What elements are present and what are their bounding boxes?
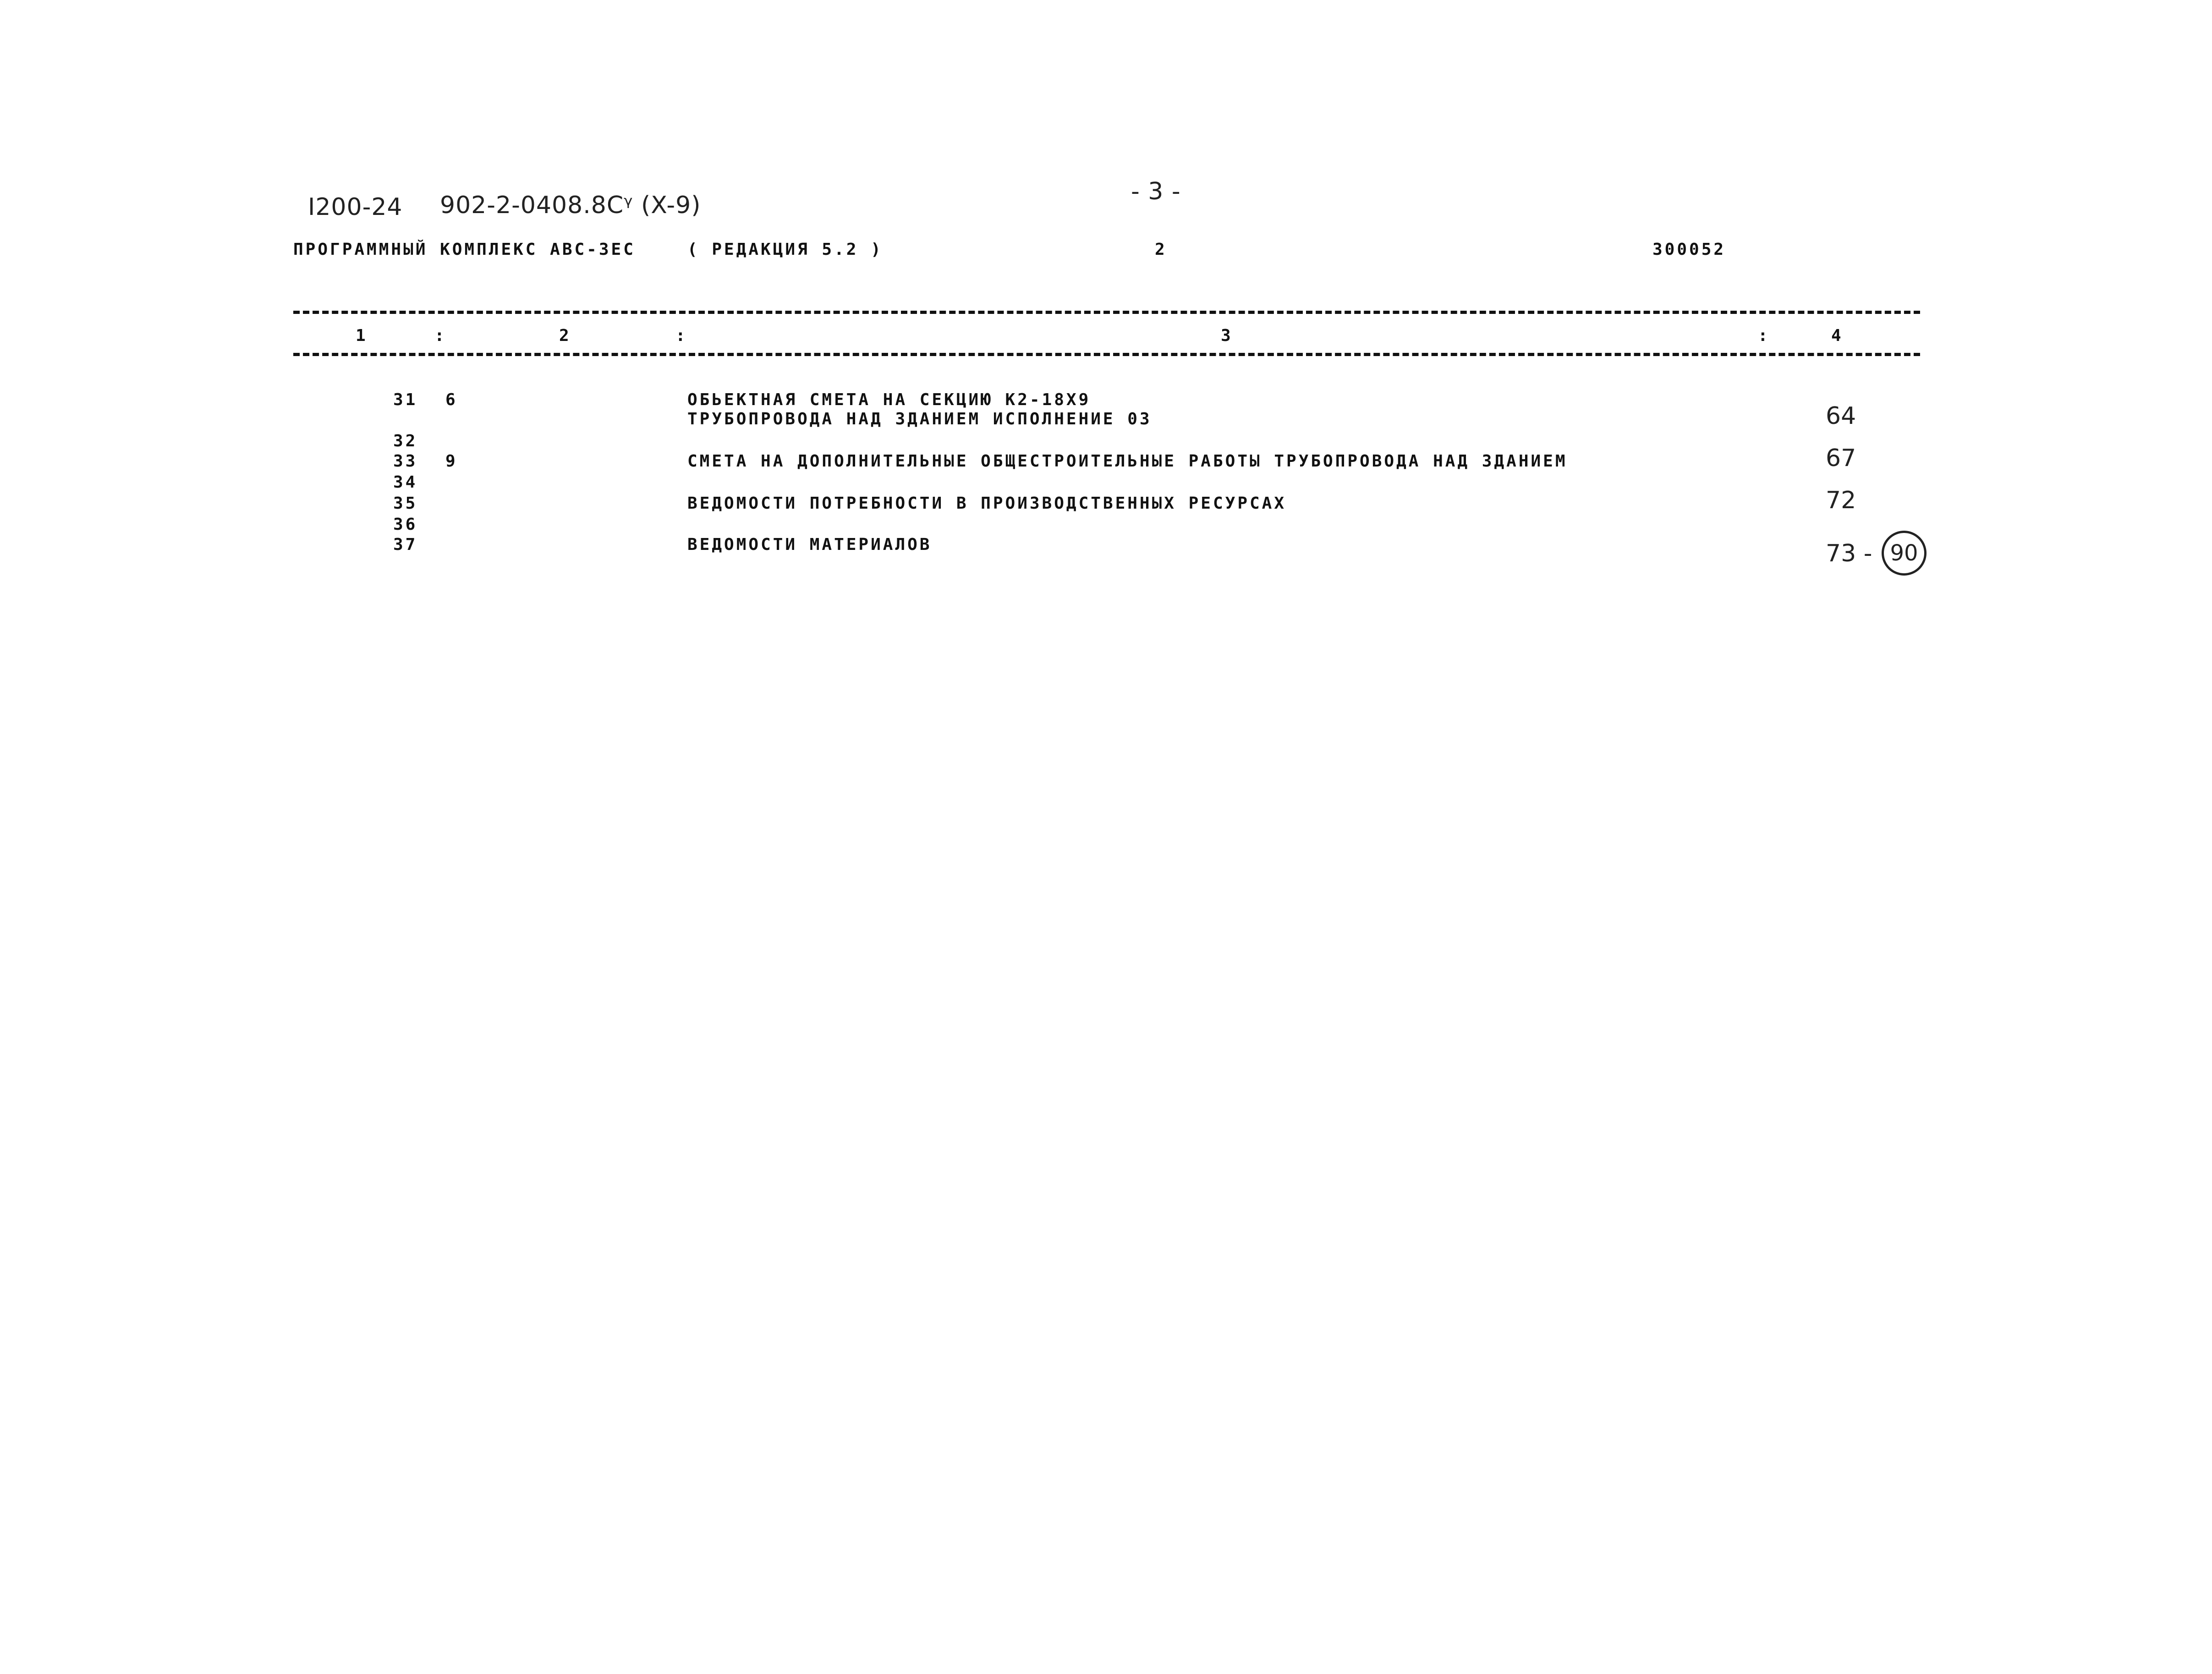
table-row-page: 64 xyxy=(1826,402,1856,430)
table-row-number: 35 xyxy=(393,494,418,513)
sheet-number: 2 xyxy=(1155,240,1167,259)
table-row-number: 33 xyxy=(393,452,418,471)
project-code: 902-2-0408.8Сᵞ (X-9) xyxy=(440,192,701,219)
page-marker: - 3 - xyxy=(1131,178,1181,205)
table-row-section: 6 xyxy=(445,390,458,409)
column-header-1: 1 xyxy=(356,326,368,345)
table-row-section: 9 xyxy=(445,452,458,471)
table-row-page: 72 xyxy=(1826,487,1856,514)
document-code: I200-24 xyxy=(308,193,403,221)
table-row-number: 36 xyxy=(393,515,418,534)
table-row-number: 31 xyxy=(393,390,418,409)
column-separator: : xyxy=(434,326,447,345)
circled-total-value: 90 xyxy=(1890,540,1918,566)
table-row-number: 32 xyxy=(393,432,418,450)
table-row-page: 67 xyxy=(1826,445,1856,472)
column-header-3: 3 xyxy=(1221,326,1233,345)
table-row-title: ТРУБОПРОВОДА НАД ЗДАНИЕМ ИСПОЛНЕНИЕ 03 xyxy=(687,410,1152,428)
column-header-2: 2 xyxy=(559,326,571,345)
table-row-number: 37 xyxy=(393,535,418,554)
table-row-title: ВЕДОМОСТИ МАТЕРИАЛОВ xyxy=(687,535,932,554)
column-header-4: 4 xyxy=(1831,326,1844,345)
column-separator: : xyxy=(675,326,688,345)
circled-total xyxy=(1882,531,1927,576)
table-row-page: 73 - xyxy=(1826,540,1872,567)
edition-label: ( РЕДАКЦИЯ 5.2 ) xyxy=(687,240,883,259)
table-row-title: ОБЬЕКТНАЯ СМЕТА НА СЕКЦИЮ К2-18Х9 xyxy=(687,390,1091,409)
document-number: 300052 xyxy=(1652,240,1726,259)
column-separator: : xyxy=(1758,326,1770,345)
table-row-number: 34 xyxy=(393,473,418,492)
program-name: ПРОГРАММНЫЙ КОМПЛЕКС АВС-ЗЕС xyxy=(293,240,636,259)
table-header-rule xyxy=(293,353,1920,356)
table-top-rule xyxy=(293,311,1920,314)
table-row-title: СМЕТА НА ДОПОЛНИТЕЛЬНЫЕ ОБЩЕСТРОИТЕЛЬНЫЕ РАБОТЫ ТРУБОПРОВОДА НАД ЗДАНИЕМ xyxy=(687,452,1568,471)
table-row-title: ВЕДОМОСТИ ПОТРЕБНОСТИ В ПРОИЗВОДСТВЕННЫХ РЕСУРСАХ xyxy=(687,494,1287,513)
